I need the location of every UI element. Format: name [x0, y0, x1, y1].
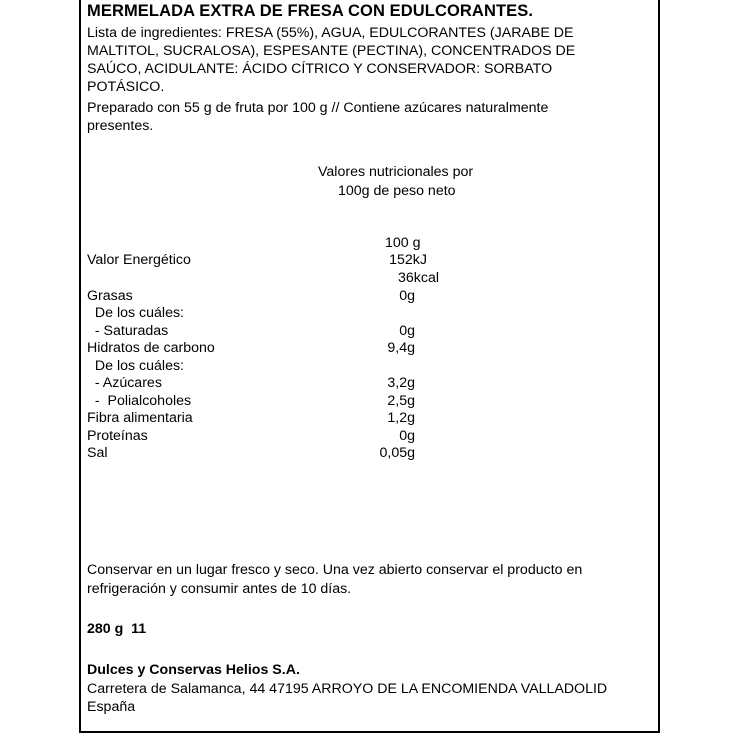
nutrient-label: Proteínas [87, 428, 148, 444]
preparation-line: presentes. [87, 118, 154, 134]
energy-kj-value: 152kJ [389, 252, 427, 268]
nutrient-value: 1,2g [387, 410, 415, 426]
ingredients-line: Lista de ingredientes: FRESA (55%), AGUA, EDULCORANTES (JARABE DE [87, 25, 574, 41]
company-address: Carretera de Salamanca, 44 47195 ARROYO DE LA ENCOMIENDA VALLADOLID [87, 681, 608, 697]
net-weight: 280 g 11 [87, 621, 147, 637]
nutrient-label: - Azúcares [87, 375, 162, 391]
storage-line: refrigeración y consumir antes de 10 días. [87, 581, 352, 597]
ingredients-line: SAÚCO, ACIDULANTE: ÁCIDO CÍTRICO Y CONSERVADOR: SORBATO [87, 61, 553, 77]
nutrition-header: Valores nutricionales por [318, 164, 474, 180]
nutrition-header: 100g de peso neto [338, 183, 456, 199]
nutrient-label: - Saturadas [87, 323, 169, 339]
nutrient-value: 0g [399, 288, 415, 304]
nutrient-value: 2,5g [387, 393, 415, 409]
energy-label: Valor Energético [87, 252, 191, 268]
nutrient-value: 0,05g [379, 445, 415, 461]
nutrient-value: 0g [399, 428, 415, 444]
nutrient-label: - Polialcoholes [87, 393, 192, 409]
nutrient-label: Hidratos de carbono [87, 340, 215, 356]
nutrient-label: Fibra alimentaria [87, 410, 193, 426]
company-name: Dulces y Conservas Helios S.A. [87, 662, 300, 678]
nutrient-value: 0g [399, 323, 415, 339]
storage-line: Conservar en un lugar fresco y seco. Una vez abierto conservar el producto en [87, 562, 583, 578]
nutrient-label: Grasas [87, 288, 133, 304]
nutrient-label: De los cuáles: [87, 358, 184, 374]
ingredients-line: POTÁSICO. [87, 79, 165, 95]
ingredients-line: MALTITOL, SUCRALOSA), ESPESANTE (PECTINA), CONCENTRADOS DE [87, 43, 576, 59]
preparation-line: Preparado con 55 g de fruta por 100 g // Contiene azúcares naturalmente [87, 100, 549, 116]
nutrient-value: 9,4g [387, 340, 415, 356]
product-title: MERMELADA EXTRA DE FRESA CON EDULCORANTES. [87, 2, 534, 20]
nutrient-label: De los cuáles: [87, 305, 184, 321]
nutrition-column-header: 100 g [385, 235, 421, 251]
company-country: España [87, 699, 136, 715]
nutrient-value: 3,2g [387, 375, 415, 391]
nutrient-label: Sal [87, 445, 108, 461]
energy-kcal-value: 36kcal [397, 270, 439, 286]
